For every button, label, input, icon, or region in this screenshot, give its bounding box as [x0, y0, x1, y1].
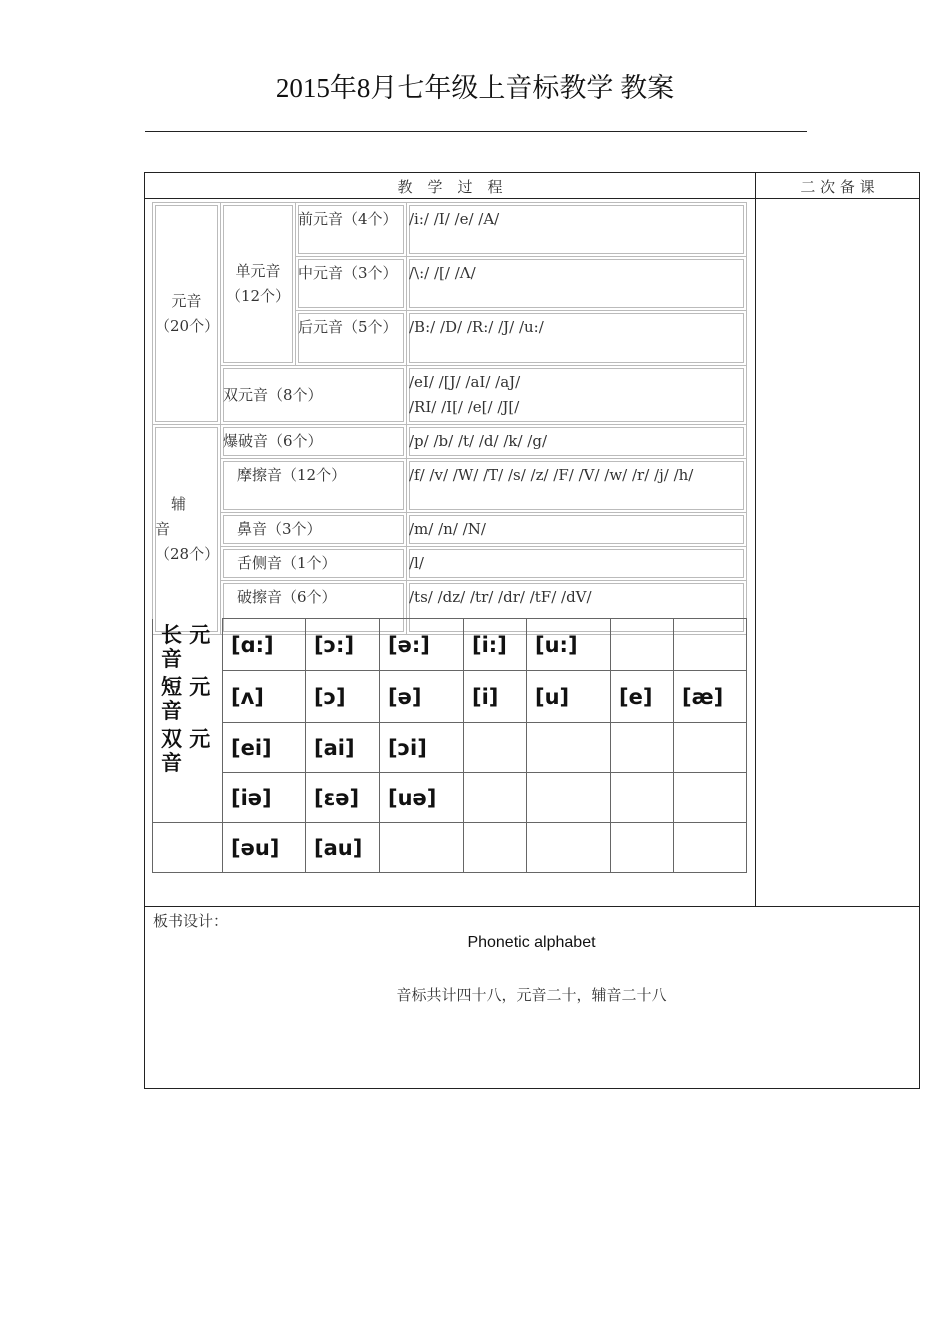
ipa-long-empty-2 [674, 619, 747, 671]
ipa-short-2: [ɔ] [306, 671, 380, 723]
ipa-long-3: [ə:] [380, 619, 464, 671]
back-vowel-values: /B:/ /D/ /R:/ /J/ /u:/ [407, 311, 747, 366]
second-prep-frame [755, 172, 920, 907]
diphthong-vowel-label-cont [153, 823, 223, 873]
affricate-values: /ts/ /dz/ /tr/ /dr/ /tF/ /dV/ [407, 581, 747, 635]
fricative-values: /f/ /v/ /W/ /T/ /s/ /z/ /F/ /V/ /w/ /r/ /j/ /h/ [407, 459, 747, 513]
ipa-long-5: [u:] [527, 619, 611, 671]
consonants-label: 辅 音 （28个） [153, 425, 221, 635]
diphthong-vowel-label: 双 元 音 [153, 723, 223, 823]
ipa-diph-3: [ɔi] [380, 723, 464, 773]
ipa-short-4: [i] [464, 671, 527, 723]
ipa-long-empty-1 [611, 619, 674, 671]
ipa-long-2: [ɔ:] [306, 619, 380, 671]
diphthong-values-1: /eI/ /[J/ /aI/ /aJ/ [409, 373, 521, 391]
ipa-long-1: [ɑ:] [223, 619, 306, 671]
ipa-short-6: [e] [611, 671, 674, 723]
title-underline [145, 131, 807, 132]
ipa-short-7: [æ] [674, 671, 747, 723]
diphthong-values [407, 366, 747, 425]
phonetic-classification-table [152, 202, 747, 635]
ipa-short-1: [ʌ] [223, 671, 306, 723]
mid-vowel-values: /\:/ /[/ /Λ/ [407, 257, 747, 311]
ipa-vowel-table [152, 618, 747, 873]
ipa-short-5: [u] [527, 671, 611, 723]
front-vowel-label: 前元音（4个） [296, 203, 407, 257]
board-design-label: 板书设计： [153, 912, 229, 930]
affricate-label: 破擦音（6个） [221, 581, 407, 635]
plosive-label: 爆破音（6个） [221, 425, 407, 459]
long-vowel-label: 长 元 音 [153, 619, 223, 671]
process-header: 教 学 过 程 [397, 178, 503, 196]
plosive-values: /p/ /b/ /t/ /d/ /k/ /g/ [407, 425, 747, 459]
nasal-values: /m/ /n/ /N/ [407, 513, 747, 547]
short-vowel-label: 短 元 音 [153, 671, 223, 723]
back-vowel-label: 后元音（5个） [296, 311, 407, 366]
front-vowel-values: /i:/ /I/ /e/ /A/ [407, 203, 747, 257]
ipa-short-3: [ə] [380, 671, 464, 723]
ipa-diph-7: [əu] [223, 823, 306, 873]
second-prep-header: 二 次 备 课 [800, 178, 875, 196]
monophthong-label: 单元音（12个） [221, 203, 296, 366]
board-design-summary: 音标共计四十八，元音二十，辅音二十八 [396, 986, 667, 1004]
vowels-label: 元音（20个） [153, 203, 221, 425]
lateral-label: 舌侧音（1个） [221, 547, 407, 581]
lateral-values: /l/ [407, 547, 747, 581]
ipa-diph-1: [ei] [223, 723, 306, 773]
ipa-diph-6: [uə] [380, 773, 464, 823]
mid-vowel-label: 中元音（3个） [296, 257, 407, 311]
ipa-long-4: [i:] [464, 619, 527, 671]
ipa-diph-2: [ai] [306, 723, 380, 773]
board-design-subtitle: Phonetic alphabet [467, 934, 596, 951]
ipa-diph-4: [iə] [223, 773, 306, 823]
page-title: 2015年8月七年级上音标教学 教案 [275, 73, 675, 103]
ipa-diph-8: [au] [306, 823, 380, 873]
fricative-label: 摩擦音（12个） [221, 459, 407, 513]
nasal-label: 鼻音（3个） [221, 513, 407, 547]
diphthong-values-2: /RI/ /I[/ /e[/ /J[/ [409, 398, 520, 416]
diphthong-label: 双元音（8个） [221, 366, 407, 425]
ipa-diph-5: [ɛə] [306, 773, 380, 823]
